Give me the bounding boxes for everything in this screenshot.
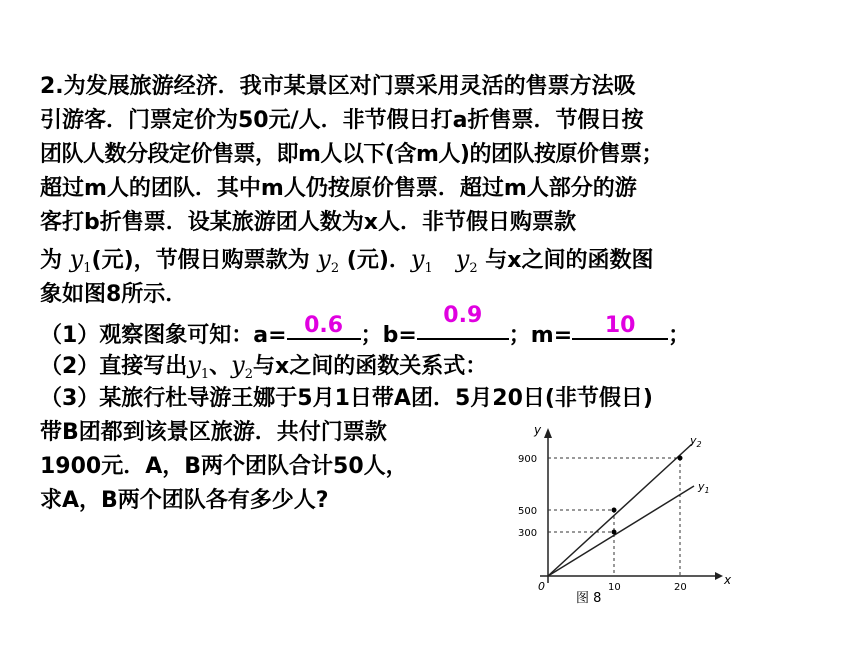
origin-label: 0 bbox=[538, 580, 545, 593]
problem-line-2: 引游客．门票定价为50元/人．非节假日打a折售票．节假日按 bbox=[40, 108, 644, 133]
q2-y1-symbol: $y_1$ bbox=[187, 351, 210, 382]
question-1 bbox=[40, 303, 691, 351]
answer-a: 0.6 bbox=[304, 313, 344, 338]
y-axis-label: y bbox=[534, 423, 542, 437]
line6-text-c: (元)． bbox=[339, 248, 411, 273]
line6-text-d: 与x之间的函数图 bbox=[477, 248, 654, 273]
y2-line bbox=[548, 444, 692, 576]
q2-suffix: 与x之间的函数关系式： bbox=[253, 354, 488, 379]
problem-line-3: 团队人数分段定价售票，即m人以下(含m人)的团队按原价售票； bbox=[40, 142, 663, 167]
answer-b-blank bbox=[417, 303, 509, 340]
line6-text-b: (元)，节假日购票款为 bbox=[91, 248, 318, 273]
y2-line-label: $y_2$ bbox=[690, 434, 702, 449]
q1-prefix: （1）观察图象可知：a= bbox=[40, 323, 287, 348]
y1-line-label: $y_1$ bbox=[698, 480, 710, 495]
y1-symbol-second: $y_1$ bbox=[410, 245, 433, 276]
y1-symbol: $y_1$ bbox=[69, 245, 92, 276]
y-tick-900: 900 bbox=[518, 454, 538, 465]
question-3-line-4: 求A，B两个团队各有多少人? bbox=[40, 488, 329, 513]
figure-caption: 图 8 bbox=[576, 591, 602, 606]
y-tick-500: 500 bbox=[518, 506, 538, 517]
y-axis-arrow bbox=[544, 428, 552, 438]
answer-b: 0.9 bbox=[443, 303, 483, 328]
point-10-300 bbox=[612, 530, 617, 535]
problem-line-6 bbox=[40, 244, 653, 284]
point-20-900 bbox=[678, 456, 683, 461]
x-tick-20: 20 bbox=[674, 582, 687, 593]
y2-symbol-second: $y_2$ bbox=[455, 245, 478, 276]
function-graph-figure bbox=[510, 418, 750, 608]
q1-end: ； bbox=[668, 323, 691, 348]
q1-sep-2: ；m= bbox=[508, 323, 573, 348]
problem-line-1: 2.为发展旅游经济．我市某景区对门票采用灵活的售票方法吸 bbox=[40, 74, 636, 99]
x-tick-10: 10 bbox=[608, 582, 621, 593]
y2-symbol: $y_2$ bbox=[317, 245, 340, 276]
q2-mid: 、 bbox=[209, 354, 232, 379]
point-10-500 bbox=[612, 508, 617, 513]
problem-line-4: 超过m人的团队．其中m人仍按原价售票．超过m人部分的游 bbox=[40, 176, 637, 201]
problem-line-7: 象如图8所示． bbox=[40, 282, 188, 307]
q2-prefix: （2）直接写出 bbox=[40, 354, 188, 379]
y-tick-300: 300 bbox=[518, 528, 538, 539]
question-3-line-3: 1900元．A，B两个团队合计50人， bbox=[40, 454, 408, 479]
answer-m-blank bbox=[572, 313, 668, 340]
q1-sep-1: ；b= bbox=[360, 323, 417, 348]
problem-line-5: 客打b折售票．设某旅游团人数为x人．非节假日购票款 bbox=[40, 210, 576, 235]
line6-text-a: 为 bbox=[40, 248, 70, 273]
question-3-line-1: （3）某旅行杜导游王娜于5月1日带A团．5月20日(非节假日) bbox=[40, 386, 653, 411]
answer-m: 10 bbox=[604, 313, 636, 338]
x-axis-label: x bbox=[724, 573, 732, 587]
q2-y2-symbol: $y_2$ bbox=[231, 351, 254, 382]
question-3-line-2: 带B团都到该景区旅游．共付门票款 bbox=[40, 420, 387, 445]
y1-line bbox=[548, 486, 694, 576]
x-axis-arrow bbox=[715, 572, 723, 580]
answer-a-blank bbox=[287, 313, 361, 340]
